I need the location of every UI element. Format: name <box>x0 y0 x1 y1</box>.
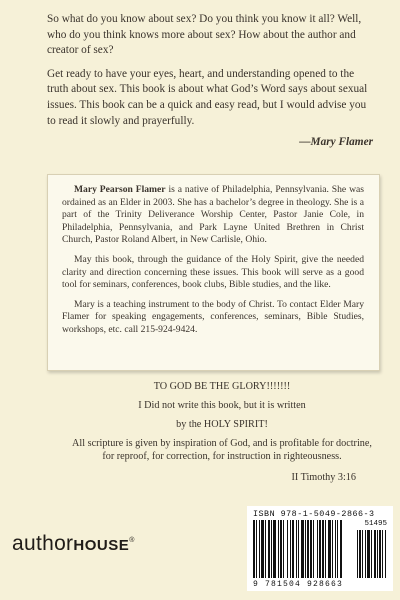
barcode-bar <box>379 530 381 578</box>
dedication-line-3: by the HOLY SPIRIT! <box>176 419 268 430</box>
barcode-bar <box>290 520 291 578</box>
scripture-text: All scripture is given by inspiration of God, and is profitable for doctrine, for reproof, for correction, for instruction in righteousness. <box>72 438 372 462</box>
intro-signature: —Mary Flamer <box>299 136 373 149</box>
barcode-bar <box>371 530 372 578</box>
barcode-bar <box>287 520 288 578</box>
barcode-bar <box>365 530 366 578</box>
barcode-bar <box>319 520 321 578</box>
barcode-bar <box>298 520 299 578</box>
barcode-bar <box>259 520 260 578</box>
bio-paragraph-3: Mary is a teaching instrument to the body of Christ. To contact Elder Mary Flamer for speaking engagements, conferences, seminars, Bible Studies, workshops, etc. call 215-924-9424. <box>62 298 364 335</box>
barcode-bar <box>340 520 342 578</box>
scripture-reference: II Timothy 3:16 <box>291 472 356 483</box>
barcode-bar <box>307 520 309 578</box>
barcode-bar <box>310 520 312 578</box>
barcode-bar <box>322 520 324 578</box>
barcode-digits: 9 781504 928663 <box>253 580 344 589</box>
barcode-bar <box>268 520 270 578</box>
author-bio-box <box>47 174 380 371</box>
dedication-line-2: I Did not write this book, but it is written <box>138 400 306 411</box>
barcode-bar <box>328 520 331 578</box>
barcode-bar <box>357 530 358 578</box>
barcode-bar <box>280 520 282 578</box>
intro-paragraph-2: Get ready to have your eyes, heart, and understanding opened to the truth about sex. This book is about what God’s Word says about sexual issues. This book can be a quick and easy read, but I would advise you to read it slowly and prayerfully. <box>47 67 368 127</box>
dedication-line-1: TO GOD BE THE GLORY!!!!!!! <box>153 381 291 392</box>
barcode-bar <box>278 520 279 578</box>
barcode-bar <box>265 520 266 578</box>
barcode-bar <box>332 520 333 578</box>
barcode-bar <box>377 530 378 578</box>
logo-author: author <box>12 532 74 555</box>
intro-paragraph-1: So what do you know about sex? Do you think you know it all? Well, who do you think knows more about sex? How about the author and creator of sex? <box>47 13 362 57</box>
barcode-bar <box>256 520 257 578</box>
barcode-bar <box>296 520 297 578</box>
bio-paragraph-2: May this book, through the guidance of the Holy Spirit, give the needed clarity and direction concerning these issues. This book will serve as a good tool for seminars, conferences, book clubs, Bible studies, and the like. <box>62 253 364 291</box>
price-code: 51495 <box>364 520 387 528</box>
barcode-bar <box>271 520 272 578</box>
barcode-bar <box>273 520 276 578</box>
barcode-bar <box>367 530 370 578</box>
barcode-bar <box>313 520 314 578</box>
bio-paragraph-1 <box>62 184 364 247</box>
logo-registered-mark: ® <box>129 537 135 544</box>
barcode-bar <box>283 520 284 578</box>
barcode-bar <box>292 520 294 578</box>
publisher-logo <box>12 532 135 556</box>
barcode-bar <box>385 530 386 578</box>
logo-house: HOUSE <box>73 537 130 554</box>
barcode-bar <box>325 520 326 578</box>
author-name: Mary Pearson Flamer <box>74 184 166 195</box>
barcode-bar <box>362 530 363 578</box>
barcode-bar <box>305 520 306 578</box>
dedication-block <box>72 380 372 484</box>
barcode-bar <box>337 520 338 578</box>
barcode-bar <box>374 530 376 578</box>
barcode-bar <box>301 520 304 578</box>
barcode-bars <box>251 520 389 580</box>
bio-paragraph-1-text: is a native of Philadelphia, Pennsylvania. She was ordained as an Elder in 2003. She has a bachelor’s degree in theology. She is a part of the Trinity Deliverance Worship Center, Pastor Janie Cole, in Philadelphia, Pennsylvania, and Park Layne United Brethren in Christ Church, Pastor Roland Albert, in New Carlisle, Ohio. <box>62 184 364 246</box>
isbn-label: ISBN 978-1-5049-2866-3 <box>253 509 375 519</box>
barcode-bar <box>317 520 318 578</box>
isbn-barcode <box>247 506 393 591</box>
intro-text <box>47 12 373 151</box>
barcode-bar <box>382 530 383 578</box>
barcode-bar <box>335 520 336 578</box>
barcode-bar <box>359 530 361 578</box>
barcode-bar <box>261 520 264 578</box>
barcode-bar <box>253 520 255 578</box>
